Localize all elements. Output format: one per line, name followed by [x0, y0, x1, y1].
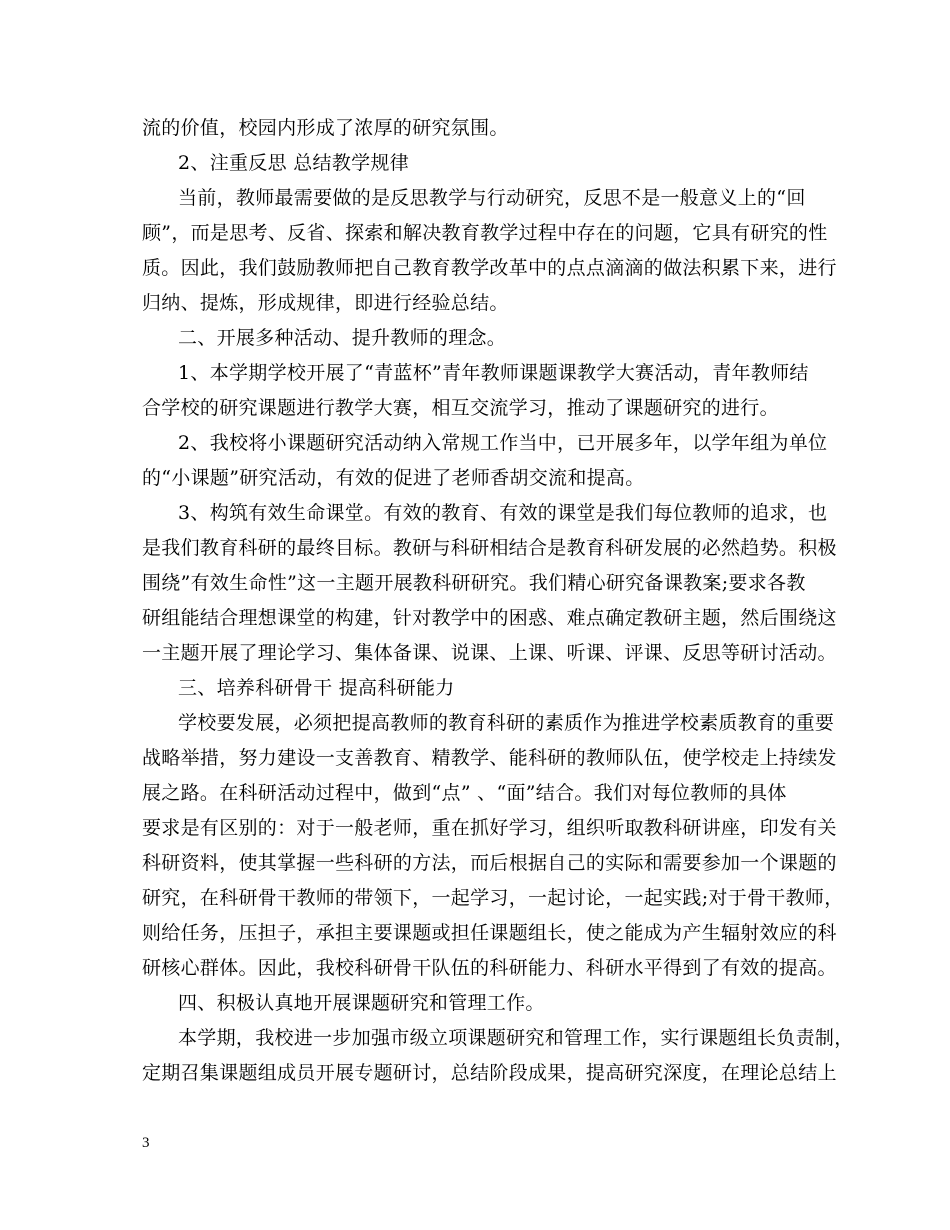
text-line: 战略举措，努力建设一支善教育、精教学、能科研的教师队伍，使学校走上持续发	[142, 747, 837, 769]
text-line: 流的价值，校园内形成了浓厚的研究氛围。	[142, 117, 509, 139]
text-line: 的“小课题”研究活动，有效的促进了老师香胡交流和提高。	[142, 467, 645, 489]
text-line: 合学校的研究课题进行教学大赛，相互交流学习，推动了课题研究的进行。	[142, 397, 779, 419]
text-line: 一主题开展了理论学习、集体备课、说课、上课、听课、评课、反思等研讨活动。	[142, 642, 837, 664]
text-line: 四、积极认真地开展课题研究和管理工作。	[178, 992, 545, 1014]
text-line: 是我们教育科研的最终目标。教研与科研相结合是教育科研发展的必然趋势。积极	[142, 537, 837, 559]
text-line: 二、开展多种活动、提升教师的理念。	[178, 327, 507, 349]
text-line: 2、我校将小课题研究活动纳入常规工作当中，已开展多年，以学年组为单位	[178, 432, 828, 454]
text-line: 研究，在科研骨干教师的带领下，一起学习，一起讨论，一起实践;对于骨干教师，	[142, 887, 844, 909]
text-line: 当前，教师最需要做的是反思教学与行动研究，反思不是一般意义上的“回	[178, 187, 806, 209]
text-line: 则给任务，压担子，承担主要课题或担任课题组长，使之能成为产生辐射效应的科	[142, 922, 837, 944]
text-line: 质。因此，我们鼓励教师把自己教育教学改革中的点点滴滴的做法积累下来，进行	[142, 257, 837, 279]
page-number: 3	[142, 1135, 150, 1151]
text-line: 2、注重反思 总结教学规律	[178, 152, 410, 174]
text-line: 1、本学期学校开展了“青蓝杯”青年教师课题课教学大赛活动，青年教师结	[178, 362, 809, 384]
text-line: 要求是有区别的：对于一般老师，重在抓好学习，组织听取教科研讲座，印发有关	[142, 817, 837, 839]
text-line: 科研资料，使其掌握一些科研的方法，而后根据自己的实际和需要参加一个课题的	[142, 852, 837, 874]
text-line: 三、培养科研骨干 提高科研能力	[178, 677, 455, 699]
document-body	[142, 113, 854, 1093]
text-line: 顾”，而是思考、反省、探索和解决教育教学过程中存在的问题，它具有研究的性	[142, 222, 828, 244]
text-line: 3、构筑有效生命课堂。有效的教育、有效的课堂是我们每位教师的追求，也	[178, 502, 828, 524]
text-line: 展之路。在科研活动过程中，做到“点” 、“面”结合。我们对每位教师的具体	[142, 782, 787, 804]
text-line: 研组能结合理想课堂的构建，针对教学中的困惑、难点确定教研主题，然后围绕这	[142, 607, 837, 629]
text-line: 围绕”有效生命性”这一主题开展教科研研究。我们精心研究备课教案;要求各教	[142, 572, 806, 594]
text-line: 定期召集课题组成员开展专题研讨，总结阶段成果，提高研究深度，在理论总结上	[142, 1062, 837, 1084]
text-line: 归纳、提炼，形成规律，即进行经验总结。	[142, 292, 509, 314]
text-line: 研核心群体。因此，我校科研骨干队伍的科研能力、科研水平得到了有效的提高。	[142, 957, 837, 979]
text-line: 学校要发展，必须把提高教师的教育科研的素质作为推进学校素质教育的重要	[178, 712, 835, 734]
text-line: 本学期，我校进一步加强市级立项课题研究和管理工作，实行课题组长负责制，	[178, 1027, 854, 1049]
